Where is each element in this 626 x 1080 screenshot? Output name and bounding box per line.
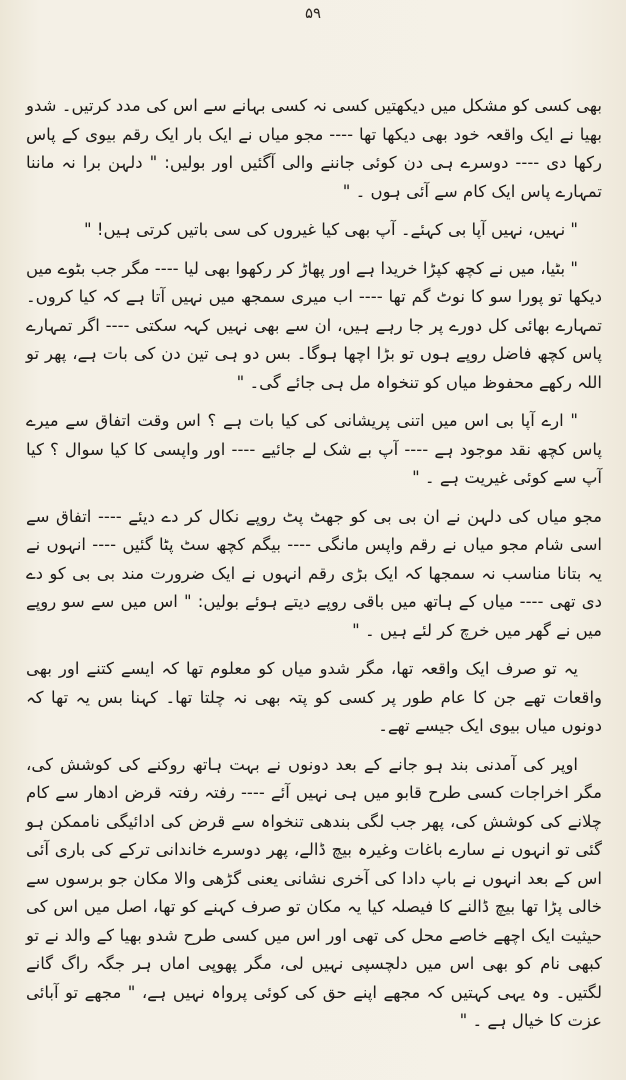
paragraph-6: یہ تو صرف ایک واقعہ تھا، مگر شدو میاں کو معلوم تھا کہ ایسے کتنے اور بھی واقعات تھے جن کا عام طور پر کسی کو پتہ بھی نہ چلتا تھا۔ کہنا بس یہ تھا کہ دونوں میاں بیوی ایک جیسے تھے۔ xyxy=(26,659,602,735)
page-number: ۵۹ xyxy=(304,4,322,22)
paragraph-4: " ارے آپا بی اس میں اتنی پریشانی کی کیا بات ہے ؟ اس وقت اتفاق سے میرے پاس کچھ نقد موجود ہے ---- آپ بے شک لے جائیے ---- اور واپسی کا کیا سوال ؟ کیا آپ سے کوئی غیریت ہے ۔ " xyxy=(26,411,602,487)
paragraph-7: اوپر کی آمدنی بند ہو جانے کے بعد دونوں نے بہت ہاتھ روکنے کی کوشش کی، مگر اخراجات کسی طرح قابو میں ہی نہیں آئے ---- رفتہ رفتہ قرض ادھار سے کام چلانے کی کوشش کی، پھر جب لگی بندھی تنخواہ سے قرض کی ادائیگی ناممکن ہو گئی تو انہوں نے سارے باغات وغیرہ بیچ ڈالے، پھر دوسرے خاندانی ترکے کی باری آئی اس کے بعد انہوں نے باپ دادا کی آخری نشانی یعنی گڑھی والا مکان جو برسوں سے خالی پڑا تھا بیچ ڈالنے کا فیصلہ کیا یہ مکان تو صرف کہنے کو تھا، اصل میں اس کی حیثیت ایک اچھے خاصے محل کی تھی اور اس میں کسی طرح شدو بھیا کے والد نے تو کبھی نام کو بھی اس میں دلچسپی نہیں لی، مگر پھوپی اماں ہر جگہ راگ گانے لگتیں۔ وہ یہی کہتیں کہ مجھے اپنے حق کی کوئی پرواہ نہیں ہے، " مجھے تو آبائی عزت کا خیال ہے ۔ " xyxy=(26,754,602,1030)
paragraph-1: بھی کسی کو مشکل میں دیکھتیں کسی نہ کسی بہانے سے اس کی مدد کرتیں۔ شدو بھیا نے ایک واقعہ خود بھی دیکھا تھا ---- مجو میاں نے ایک بار ایک رقم بیوی کے پاس رکھا دی ---- دوسرے ہی دن کوئی جاننے والی آگئیں اور بولیں: " دلہن برا نہ ماننا تمہارے پاس ایک کام سے آئی ہوں ۔ " xyxy=(26,96,602,201)
page-body xyxy=(26,92,602,1036)
paragraph-3: " بٹیا، میں نے کچھ کپڑا خریدا ہے اور پھاڑ کر رکھوا بھی لیا ---- مگر جب بٹوے میں دیکھا تو پورا سو کا نوٹ گم تھا ---- اب میری سمجھ میں نہیں آتا ہے کہ کیا کروں۔ تمہارے بھائی کل دورے پر جا رہے ہیں، ان سے بھی نہیں کہہ سکتی ---- اگر تمہارے پاس کچھ فاضل روپے ہوں تو بڑا اچھا ہوگا۔ بس دو ہی تین دن کی بات ہے، پھر تو اللہ رکھے محفوظ میاں کو تنخواہ مل ہی جائے گی۔ " xyxy=(26,258,602,392)
paragraph-2: " نہیں، نہیں آپا بی کہئے۔ آپ بھی کیا غیروں کی سی باتیں کرتی ہیں! " xyxy=(84,220,578,239)
paragraph-5: مجو میاں کی دلہن نے ان بی بی کو جھٹ پٹ روپے نکال کر دے دیئے ---- اتفاق سے اسی شام مجو میاں نے رقم واپس مانگی ---- بیگم کچھ سٹ پٹا گئیں ---- انہوں نے یہ بتانا مناسب نہ سمجھا کہ ایک بڑی رقم انہوں نے ایک ضرورت مند بی بی کو دے دی تھی ---- میاں کے ہاتھ میں باقی روپے دیتے ہوئے بولیں: " اس میں سے سو روپے میں نے گھر میں خرچ کر لئے ہیں ۔ " xyxy=(26,506,602,640)
